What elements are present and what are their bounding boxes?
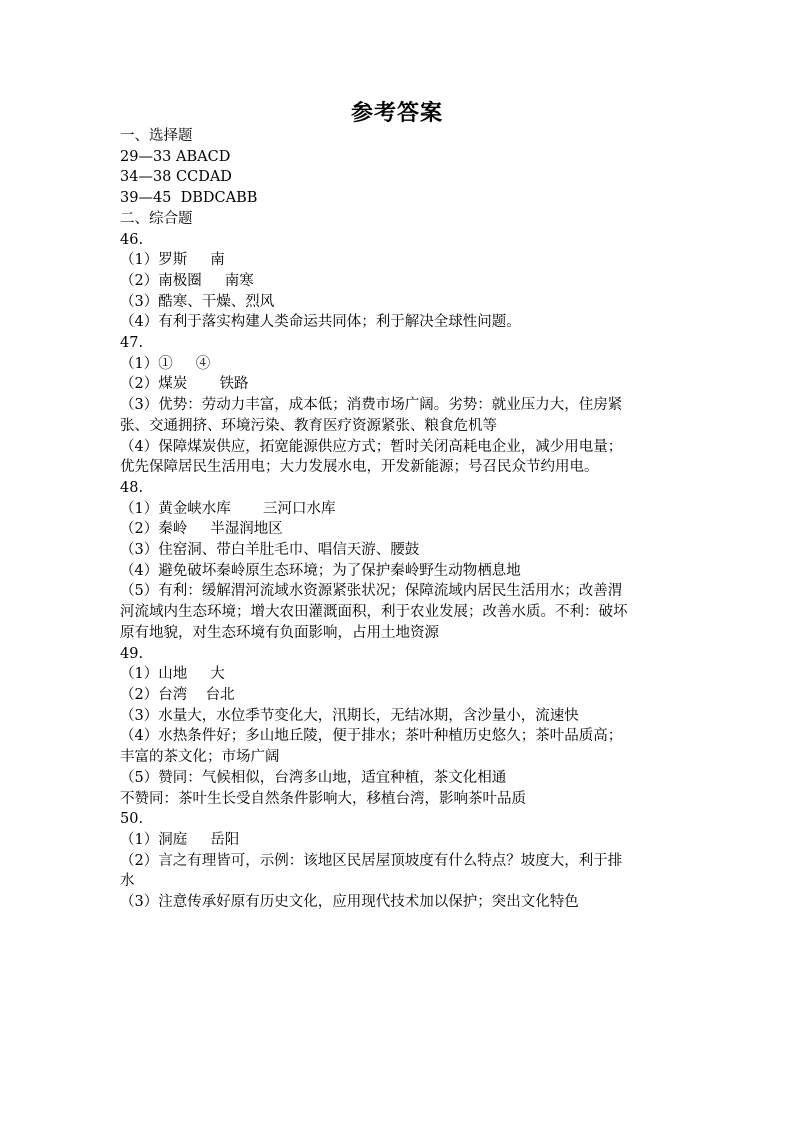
- section-heading: 一、选择题: [120, 128, 193, 144]
- answer-line: 河流域内生态环境；增大农田灌溉面积，利于农业发展；改善水质。不利：破坏: [120, 604, 628, 621]
- answer-line: 不赞同：茶叶生长受自然条件影响大，移植台湾，影响茶叶品质: [120, 790, 526, 807]
- answer-line: （3）优势：劳动力丰富，成本低；消费市场广阔。劣势：就业压力大，住房紧: [120, 397, 623, 414]
- answer-line: （2）言之有理皆可，示例：该地区民居屋顶坡度有什么特点？坡度大，利于排: [120, 852, 623, 869]
- answer-line: （5）有利：缓解渭河流域水资源紧张状况；保障流域内居民生活用水；改善渭: [120, 583, 623, 600]
- answer-line: （3）注意传承好原有历史文化，应用现代技术加以保护；突出文化特色: [120, 894, 579, 911]
- answer-line: （1）山地 大: [120, 666, 225, 683]
- answer-line: （4）保障煤炭供应，拓宽能源供应方式；暂时关闭高耗电企业，减少用电量；: [120, 438, 623, 455]
- answer-line: 张、交通拥挤、环境污染、教育医疗资源紧张、粮食危机等: [120, 417, 497, 434]
- answer-line: （4）水热条件好；多山地丘陵，便于排水；茶叶种植历史悠久；茶叶品质高；: [120, 728, 623, 745]
- answer-line: 原有地貌，对生态环境有负面影响，占用土地资源: [120, 624, 439, 641]
- answer-line: （4）避免破坏秦岭原生态环境；为了保护秦岭野生动物栖息地: [120, 562, 521, 579]
- question-number: 47.: [120, 335, 144, 352]
- answer-content: [120, 126, 685, 913]
- answer-line: 优先保障居民生活用电；大力发展水电，开发新能源；号召民众节约用电。: [120, 459, 599, 476]
- answer-line: （2）煤炭 铁路: [120, 376, 249, 393]
- question-number: 49.: [120, 645, 144, 662]
- answer-line: （2）秦岭 半湿润地区: [120, 521, 283, 538]
- answer-line: 39—45 DBDCABB: [120, 190, 258, 207]
- answer-line: （1）罗斯 南: [120, 252, 225, 269]
- answer-line: （3）住窑洞、带白羊肚毛巾、唱信天游、腰鼓: [120, 542, 420, 559]
- answer-line: 34—38 CCDAD: [120, 169, 232, 186]
- answer-line: （2）南极圈 南寒: [120, 272, 254, 289]
- answer-line: （2）台湾 台北: [120, 686, 235, 703]
- answer-line: （1）洞庭 岳阳: [120, 831, 240, 848]
- question-number: 46.: [120, 231, 144, 248]
- question-number: 50.: [120, 811, 144, 828]
- answer-line: （3）水量大，水位季节变化大，汛期长，无结冰期，含沙量小，流速快: [120, 707, 579, 724]
- answer-line: （3）酷寒、干燥、烈风: [120, 293, 275, 310]
- answer-line: （5）赞同：气候相似，台湾多山地，适宜种植，茶文化相通: [120, 769, 507, 786]
- answer-line: 29—33 ABACD: [120, 148, 231, 165]
- question-number: 48.: [120, 479, 144, 496]
- answer-line: （1）① ④: [120, 355, 211, 372]
- answer-line: （1）黄金峡水库 三河口水库: [120, 500, 336, 517]
- answer-line: （4）有利于落实构建人类命运共同体；利于解决全球性问题。: [120, 314, 521, 331]
- page-title: 参考答案: [350, 100, 443, 126]
- answer-line: 水: [120, 873, 135, 890]
- section-heading: 二、综合题: [120, 210, 193, 227]
- answer-line: 丰富的茶文化；市场广阔: [120, 749, 280, 766]
